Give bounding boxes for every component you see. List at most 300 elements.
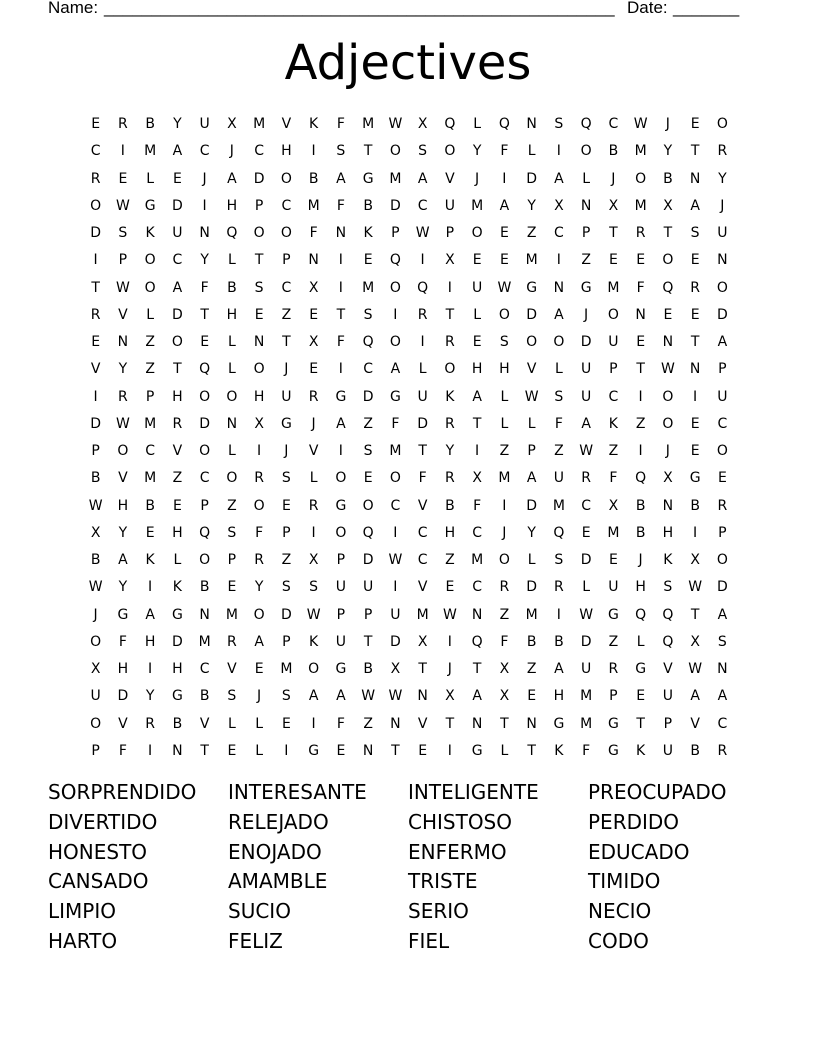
grid-letter: F [336, 334, 345, 350]
grid-letter: R [118, 116, 128, 132]
word-list-item: ENFERMO [408, 839, 507, 864]
word-list-item: TRISTE [408, 869, 478, 894]
grid-letter: W [524, 388, 539, 405]
grid-letter: A [308, 688, 319, 705]
grid-letter: P [336, 552, 346, 568]
grid-letter: Q [417, 279, 429, 296]
grid-letter: C [281, 197, 292, 214]
grid-letter: X [608, 197, 619, 214]
grid-letter: C [145, 443, 156, 459]
grid-letter: W [115, 197, 130, 214]
grid-letter: E [281, 715, 291, 732]
grid-letter: M [389, 443, 402, 459]
grid-letter: B [199, 579, 210, 596]
grid-letter: D [171, 306, 183, 323]
grid-letter: J [665, 116, 670, 132]
grid-letter: L [473, 116, 482, 132]
grid-letter: K [363, 225, 373, 241]
word-list-item: CANSADO [48, 869, 149, 894]
grid-letter: O [716, 116, 728, 132]
grid-letter: N [689, 361, 701, 378]
grid-letter: T [500, 715, 509, 732]
grid-letter: E [663, 306, 673, 323]
grid-letter: Q [362, 334, 374, 350]
grid-letter: S [363, 306, 373, 323]
grid-letter: T [363, 143, 373, 160]
grid-letter: P [581, 225, 591, 241]
grid-row [82, 193, 736, 220]
grid-letter: H [226, 197, 238, 214]
grid-letter: Z [635, 415, 646, 432]
grid-letter: O [389, 279, 401, 296]
grid-letter: V [118, 306, 128, 323]
grid-letter: M [389, 170, 402, 187]
grid-letter: Z [363, 415, 373, 432]
grid-letter: A [145, 606, 155, 623]
grid-letter: R [118, 388, 128, 405]
grid-letter: T [91, 279, 100, 296]
grid-letter: B [445, 497, 455, 514]
grid-letter: J [93, 606, 98, 623]
grid-letter: E [581, 524, 591, 541]
grid-letter: Z [526, 225, 537, 241]
grid-letter: E [472, 334, 482, 350]
grid-letter: C [90, 143, 101, 160]
grid-letter: V [227, 661, 237, 677]
grid-letter: O [144, 279, 156, 296]
grid-letter: D [526, 497, 538, 514]
grid-letter: A [336, 170, 346, 187]
grid-letter: P [718, 361, 727, 378]
grid-letter: E [118, 170, 128, 187]
grid-letter: P [145, 388, 155, 405]
grid-letter: J [502, 524, 507, 541]
grid-letter: B [690, 742, 700, 759]
grid-letter: U [581, 388, 592, 405]
grid-letter: Q [635, 606, 647, 623]
grid-letter: H [553, 688, 565, 705]
grid-letter: M [144, 470, 157, 487]
grid-letter: E [472, 252, 482, 269]
grid-letter: F [473, 497, 482, 514]
grid-letter: H [281, 143, 292, 160]
grid-letter: O [716, 279, 728, 296]
grid-letter: T [663, 225, 673, 241]
grid-letter: L [173, 552, 182, 568]
grid-letter: M [580, 715, 593, 732]
grid-letter: I [556, 606, 561, 623]
grid-letter: W [388, 688, 403, 705]
grid-letter: D [580, 633, 592, 650]
grid-letter: D [253, 170, 265, 187]
grid-letter: U [608, 334, 619, 350]
grid-letter: T [254, 252, 264, 269]
grid-letter: U [172, 225, 183, 241]
grid-letter: P [609, 361, 618, 378]
grid-letter: E [363, 470, 373, 487]
grid-letter: H [144, 633, 156, 650]
grid-letter: Z [145, 334, 155, 350]
grid-letter: I [420, 334, 425, 350]
grid-letter: J [584, 306, 589, 323]
grid-letter: T [690, 606, 700, 623]
grid-letter: M [253, 116, 266, 132]
grid-letter: U [717, 388, 728, 405]
grid-letter: K [172, 579, 182, 596]
grid-letter: O [226, 470, 238, 487]
grid-letter: Y [173, 116, 182, 132]
grid-letter: L [500, 415, 509, 432]
grid-letter: H [172, 661, 183, 677]
grid-row [82, 384, 736, 411]
grid-letter: M [144, 143, 157, 160]
grid-row [82, 329, 736, 356]
grid-letter: X [499, 661, 510, 677]
grid-letter: Q [471, 633, 483, 650]
grid-letter: R [254, 470, 264, 487]
grid-letter: J [665, 443, 670, 459]
grid-letter: O [662, 388, 674, 405]
grid-letter: O [662, 252, 674, 269]
grid-letter: N [580, 197, 592, 214]
grid-letter: I [447, 742, 452, 759]
grid-letter: I [556, 143, 561, 160]
grid-letter: H [635, 579, 646, 596]
grid-letter: P [527, 443, 536, 459]
grid-letter: X [308, 334, 319, 350]
grid-letter: N [199, 225, 210, 241]
grid-letter: I [447, 279, 452, 296]
grid-letter: O [280, 170, 292, 187]
word-list-item: AMAMBLE [228, 869, 328, 894]
grid-letter: Q [199, 524, 211, 541]
grid-letter: E [690, 306, 700, 323]
page-title: Adjectives [284, 35, 532, 91]
grid-letter: W [388, 116, 403, 132]
grid-letter: W [660, 361, 675, 378]
grid-letter: T [636, 361, 645, 378]
grid-row [82, 438, 736, 465]
grid-letter: X [90, 524, 101, 541]
grid-letter: I [338, 252, 343, 269]
grid-letter: U [199, 116, 210, 132]
grid-letter: Q [199, 361, 211, 378]
grid-letter: S [336, 143, 346, 160]
grid-letter: M [198, 633, 211, 650]
grid-letter: E [636, 334, 646, 350]
grid-letter: P [363, 606, 373, 623]
grid-letter: J [311, 415, 316, 432]
grid-letter: V [308, 443, 319, 459]
word-list-item: PERDIDO [588, 809, 680, 834]
grid-row [82, 547, 736, 574]
word-list-item: EDUCADO [588, 839, 690, 864]
grid-letter: S [418, 143, 428, 160]
grid-letter: M [280, 661, 293, 677]
grid-letter: P [445, 225, 455, 241]
grid-letter: O [444, 143, 456, 160]
grid-letter: O [335, 470, 347, 487]
grid-letter: N [253, 334, 265, 350]
grid-letter: F [636, 279, 645, 296]
grid-letter: O [553, 334, 565, 350]
grid-letter: O [253, 225, 265, 241]
grid-letter: M [498, 470, 511, 487]
grid-letter: G [607, 715, 619, 732]
grid-letter: P [336, 606, 346, 623]
header [48, 0, 748, 20]
grid-letter: I [638, 443, 643, 459]
grid-letter: W [442, 606, 457, 623]
grid-row [82, 111, 736, 138]
grid-letter: E [690, 116, 700, 132]
grid-letter: V [690, 715, 700, 732]
grid-letter: U [390, 606, 401, 623]
grid-letter: X [390, 661, 401, 677]
grid-letter: E [690, 443, 700, 459]
grid-letter: R [90, 170, 101, 187]
grid-letter: N [308, 252, 319, 269]
grid-letter: E [172, 497, 182, 514]
grid-letter: G [144, 197, 156, 214]
grid-letter: T [173, 361, 182, 378]
grid-row [82, 411, 736, 438]
grid-letter: C [390, 497, 401, 514]
grid-letter: I [202, 197, 207, 214]
grid-letter: L [227, 715, 236, 732]
grid-letter: K [608, 415, 618, 432]
grid-letter: D [90, 415, 102, 432]
grid-letter: V [118, 470, 128, 487]
grid-letter: T [336, 306, 346, 323]
grid-letter: Q [580, 116, 592, 132]
grid-letter: W [579, 443, 594, 459]
grid-letter: D [580, 552, 592, 568]
grid-letter: D [171, 633, 183, 650]
grid-letter: O [90, 715, 102, 732]
grid-row [82, 247, 736, 274]
grid-letter: S [690, 225, 700, 241]
grid-letter: N [362, 742, 374, 759]
grid-letter: P [282, 633, 291, 650]
grid-letter: Q [635, 470, 647, 487]
grid-letter: E [445, 579, 455, 596]
grid-letter: P [282, 524, 291, 541]
grid-letter: O [253, 606, 265, 623]
grid-letter: O [117, 443, 129, 459]
grid-letter: B [90, 552, 101, 568]
grid-letter: V [172, 443, 183, 459]
grid-letter: D [389, 633, 401, 650]
grid-letter: T [391, 742, 400, 759]
grid-letter: B [90, 470, 101, 487]
grid-letter: G [689, 470, 701, 487]
grid-letter: C [553, 225, 564, 241]
grid-letter: E [200, 334, 210, 350]
grid-letter: W [88, 579, 103, 596]
grid-letter: S [227, 524, 237, 541]
grid-letter: A [417, 170, 428, 187]
grid-letter: U [335, 633, 346, 650]
grid-letter: A [499, 197, 510, 214]
grid-letter: U [335, 579, 346, 596]
grid-letter: T [200, 306, 209, 323]
grid-letter: S [663, 579, 673, 596]
grid-letter: P [282, 252, 291, 269]
grid-letter: K [663, 552, 673, 568]
grid-letter: I [693, 388, 698, 405]
grid-letter: I [257, 443, 262, 459]
grid-letter: A [717, 606, 728, 623]
grid-letter: G [553, 715, 565, 732]
grid-letter: E [499, 252, 509, 269]
grid-letter: N [717, 252, 728, 269]
grid-letter: B [363, 197, 373, 214]
grid-letter: Z [145, 361, 155, 378]
grid-letter: A [690, 688, 700, 705]
grid-letter: D [580, 334, 592, 350]
grid-letter: V [199, 715, 210, 732]
grid-letter: Z [499, 443, 510, 459]
grid-letter: X [690, 633, 700, 650]
grid-letter: A [554, 170, 564, 187]
grid-letter: D [526, 579, 538, 596]
grid-letter: A [717, 688, 728, 705]
grid-letter: L [527, 552, 536, 568]
grid-letter: G [526, 279, 538, 296]
grid-letter: J [284, 443, 289, 459]
grid-letter: C [417, 524, 428, 541]
grid-letter: X [445, 252, 455, 269]
date-label: Date: [627, 0, 668, 17]
grid-letter: E [690, 252, 700, 269]
grid-letter: P [609, 688, 618, 705]
grid-letter: F [391, 415, 400, 432]
grid-letter: D [362, 388, 374, 405]
word-list-item: FIEL [408, 928, 450, 953]
grid-letter: G [335, 388, 347, 405]
grid-letter: S [281, 470, 291, 487]
grid-letter: X [308, 279, 319, 296]
grid-letter: R [145, 715, 155, 732]
grid-letter: J [202, 170, 207, 187]
grid-letter: A [690, 197, 700, 214]
grid-letter: U [472, 279, 483, 296]
grid-letter: N [199, 606, 210, 623]
grid-letter: O [362, 497, 374, 514]
word-list-item: LIMPIO [48, 899, 116, 924]
grid-letter: B [635, 524, 646, 541]
grid-row [82, 574, 736, 601]
grid-letter: M [525, 606, 538, 623]
grid-letter: S [554, 116, 564, 132]
grid-letter: M [552, 497, 565, 514]
grid-letter: D [199, 415, 211, 432]
grid-letter: J [447, 661, 452, 677]
grid-letter: Z [499, 606, 510, 623]
grid-letter: M [580, 688, 593, 705]
grid-letter: Y [145, 688, 155, 705]
grid-letter: E [227, 742, 237, 759]
grid-letter: G [280, 415, 292, 432]
grid-letter: U [553, 470, 564, 487]
grid-letter: L [255, 742, 264, 759]
grid-letter: I [420, 252, 425, 269]
grid-letter: U [581, 661, 592, 677]
grid-letter: U [581, 361, 592, 378]
grid-letter: C [472, 579, 483, 596]
grid-letter: E [227, 579, 237, 596]
grid-letter: O [199, 443, 211, 459]
word-list-item: CODO [588, 928, 649, 953]
grid-letter: T [363, 633, 373, 650]
grid-letter: M [525, 252, 538, 269]
grid-letter: E [91, 334, 101, 350]
grid-letter: E [363, 252, 373, 269]
grid-letter: R [227, 633, 237, 650]
word-list-item: ENOJADO [228, 839, 322, 864]
grid-letter: Y [118, 361, 128, 378]
grid-letter: W [688, 661, 703, 677]
grid-letter: N [417, 688, 428, 705]
grid-letter: S [254, 279, 264, 296]
grid-letter: M [471, 197, 484, 214]
grid-letter: R [308, 388, 319, 405]
grid-letter: X [227, 116, 237, 132]
grid-letter: L [636, 633, 645, 650]
grid-letter: J [257, 688, 262, 705]
grid-letter: X [254, 415, 264, 432]
grid-letter: U [717, 225, 728, 241]
grid-letter: D [716, 306, 728, 323]
grid-letter: F [309, 225, 318, 241]
grid-letter: R [172, 415, 183, 432]
word-list-item: RELEJADO [228, 809, 329, 834]
grid-letter: Z [581, 252, 591, 269]
grid-letter: O [199, 552, 211, 568]
grid-letter: Y [118, 524, 128, 541]
grid-row [82, 629, 736, 656]
grid-letter: Y [445, 443, 455, 459]
grid-letter: X [472, 470, 482, 487]
grid-letter: W [88, 497, 103, 514]
grid-letter: D [117, 688, 129, 705]
grid-letter: I [447, 633, 452, 650]
grid-letter: Q [226, 225, 238, 241]
grid-letter: C [172, 252, 183, 269]
grid-letter: D [526, 306, 538, 323]
word-list-item: CHISTOSO [408, 809, 512, 834]
grid-letter: F [336, 197, 345, 214]
grid-letter: W [497, 279, 512, 296]
grid-letter: Y [663, 143, 673, 160]
grid-letter: F [500, 143, 509, 160]
grid-letter: N [526, 116, 537, 132]
grid-letter: H [172, 524, 183, 541]
grid-letter: A [118, 552, 128, 568]
grid-letter: K [309, 633, 319, 650]
grid-letter: C [608, 388, 619, 405]
grid-letter: N [689, 170, 701, 187]
grid-letter: I [393, 306, 398, 323]
grid-letter: X [663, 470, 673, 487]
grid-letter: B [145, 497, 155, 514]
grid-letter: I [148, 579, 153, 596]
grid-letter: G [335, 661, 347, 677]
grid-letter: F [609, 470, 618, 487]
grid-letter: D [389, 197, 401, 214]
grid-letter: O [498, 306, 510, 323]
